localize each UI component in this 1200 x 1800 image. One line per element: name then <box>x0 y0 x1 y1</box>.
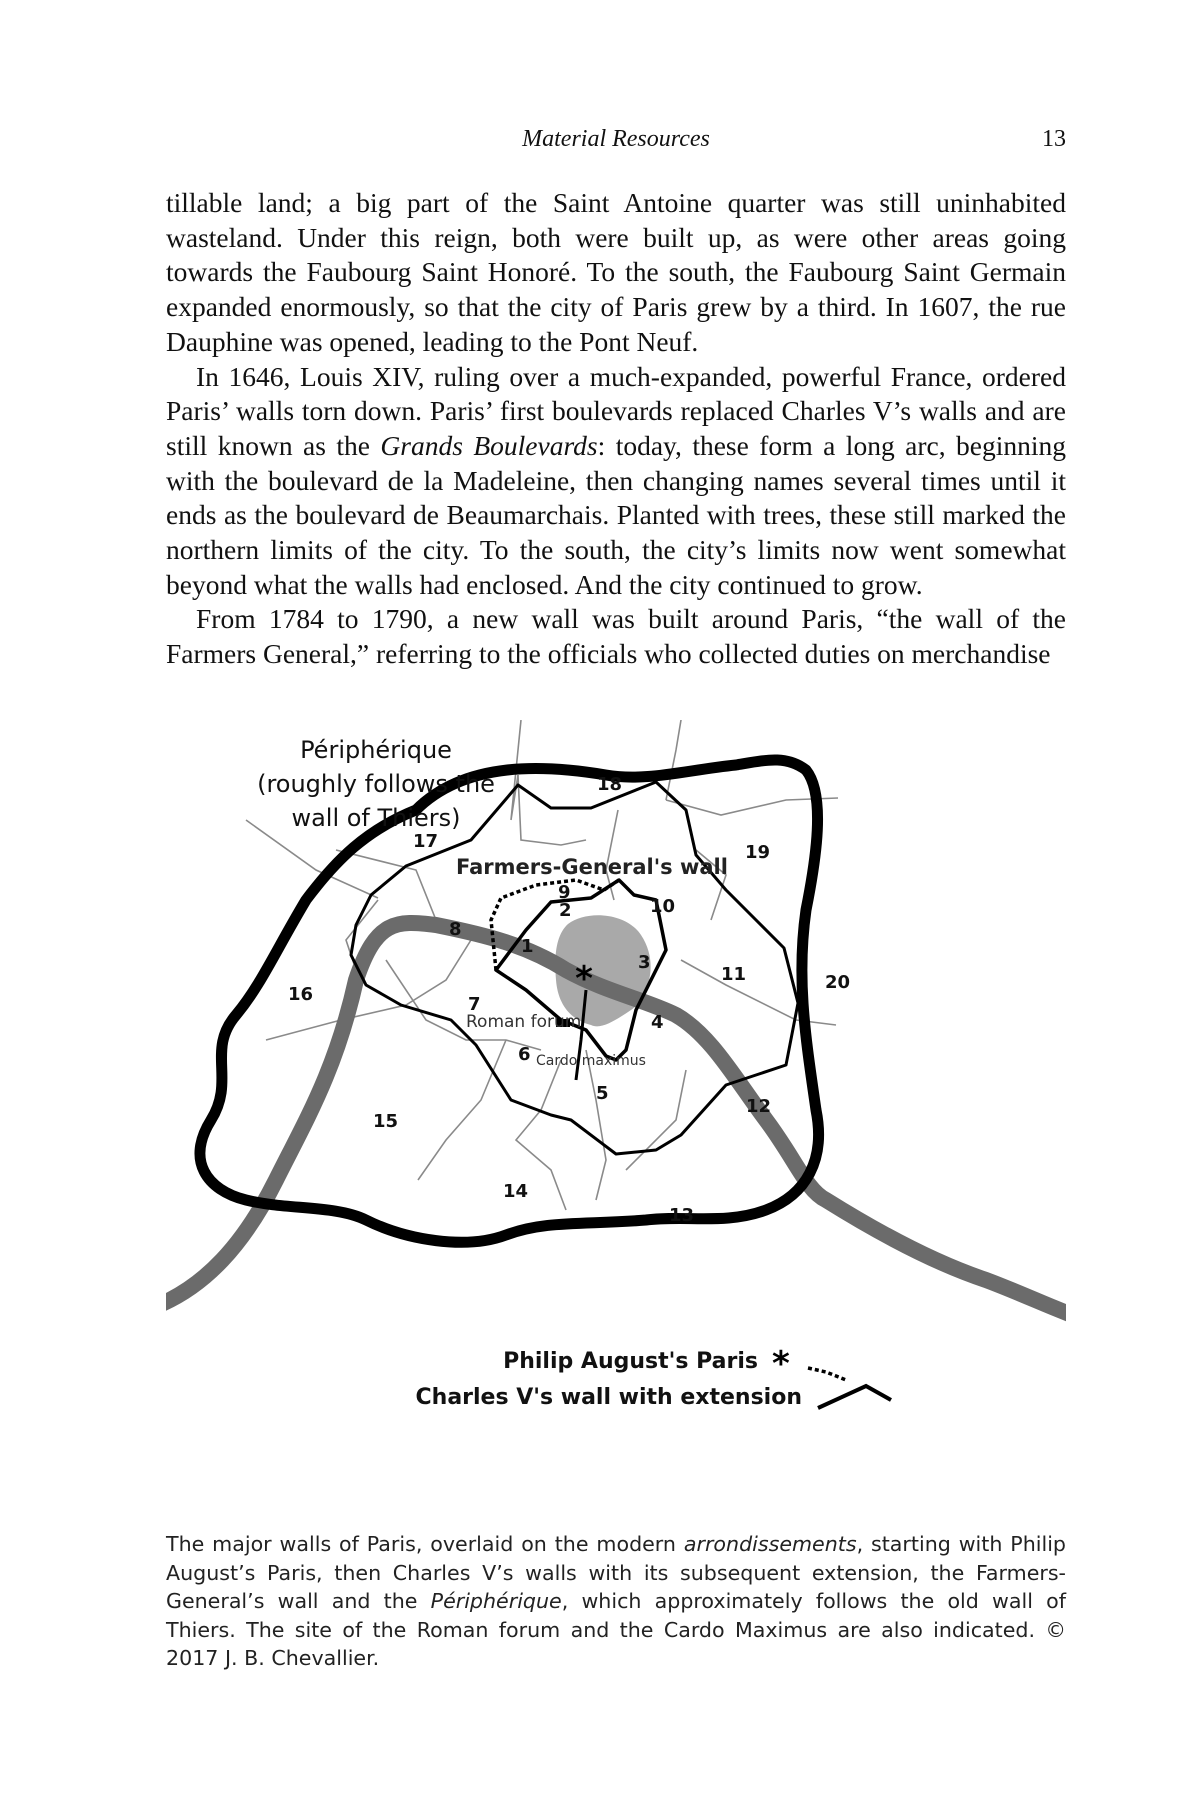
running-title: Material Resources <box>522 126 710 152</box>
arr-7: 7 <box>468 994 481 1015</box>
arr-1: 1 <box>521 936 534 957</box>
arr-2: 2 <box>559 900 572 921</box>
arr-12: 12 <box>746 1096 772 1117</box>
arr-15: 15 <box>373 1111 399 1132</box>
arr-19: 19 <box>745 842 771 863</box>
legend-philip-symbol: * <box>772 1344 790 1384</box>
arr-20: 20 <box>825 972 851 993</box>
caption-arrondissements-term: arrondissements <box>683 1532 857 1556</box>
running-header <box>166 126 1066 158</box>
caption-peripherique-term: Périphérique <box>430 1589 562 1613</box>
body-text <box>166 186 1066 672</box>
page-number: 13 <box>1042 126 1066 152</box>
caption-part-1: The major walls of Paris, overlaid on the modern <box>166 1532 684 1556</box>
figure-caption <box>166 1530 1066 1673</box>
arr-6: 6 <box>518 1044 531 1065</box>
paragraph-2 <box>166 360 1066 603</box>
caption-part-3: , which approximately follows the old wall of Thiers. The site of the Roman forum and the Cardo Maximus are also indicated. © 2017 J. B. Chevallier. <box>166 1589 1066 1670</box>
legend-charles-v-line-icon <box>808 1368 891 1408</box>
arr-14: 14 <box>503 1181 529 1202</box>
arr-8: 8 <box>449 919 462 940</box>
arr-18: 18 <box>597 774 623 795</box>
farmers-general-label: Farmers-General's wall <box>456 855 728 879</box>
caption-part-2: , starting with Philip August’s Paris, then Charles V’s walls with its subsequent extension, the Farmers-General’s wall and the <box>166 1532 1066 1613</box>
arr-10: 10 <box>650 896 676 917</box>
roman-forum-label: Roman forum <box>466 1012 582 1032</box>
paragraph-2-part-a: In 1646, Louis XIV, ruling over a much-expanded, powerful France, ordered Paris’ walls torn down. Paris’ first boulevards replaced Charles V’s walls and are still known as the <box>166 360 1066 461</box>
paragraph-1: tillable land; a big part of the Saint Antoine quarter was still uninhabited wasteland. Under this reign, both were built up, as were other areas going towards the Faubourg Saint Honoré. To the south, the Faubourg Saint Germain expanded enormously, so that the city of Paris grew by a third. In 1607, the rue Dauphine was opened, leading to the Pont Neuf. <box>166 187 1066 357</box>
arr-3: 3 <box>638 952 651 973</box>
peripherique-label-3: wall of Thiers) <box>291 804 461 832</box>
paragraph-3: From 1784 to 1790, a new wall was built around Paris, “the wall of the Farmers General,” referring to the officials who collected duties on merchandise <box>166 603 1066 670</box>
arr-4: 4 <box>651 1012 664 1033</box>
paragraph-2-part-b: : today, these form a long arc, beginning with the boulevard de la Madeleine, then changing names several times until it ends as the boulevard de Beaumarchais. Planted with trees, these still marked the northern limits of the city. To the south, the city’s limits now went somewhat beyond what the walls had enclosed. And the city continued to grow. <box>166 429 1067 600</box>
peripherique-label-1: Périphérique <box>300 736 452 764</box>
legend-philip-august: Philip August's Paris <box>503 1349 758 1374</box>
paris-walls-map <box>166 720 1066 1420</box>
arr-9: 9 <box>558 882 571 903</box>
arr-5: 5 <box>596 1083 609 1104</box>
arr-17: 17 <box>413 831 439 852</box>
arr-16: 16 <box>288 984 314 1005</box>
peripherique-label-2: (roughly follows the <box>257 770 495 798</box>
arr-11: 11 <box>721 964 747 985</box>
cardo-maximus-label: Cardo maximus <box>536 1053 646 1069</box>
philip-symbol-on-map: * <box>575 959 593 999</box>
arr-13: 13 <box>669 1205 695 1226</box>
grands-boulevards-term: Grands Boulevards <box>380 429 598 461</box>
legend-charles-v: Charles V's wall with extension <box>415 1385 802 1410</box>
